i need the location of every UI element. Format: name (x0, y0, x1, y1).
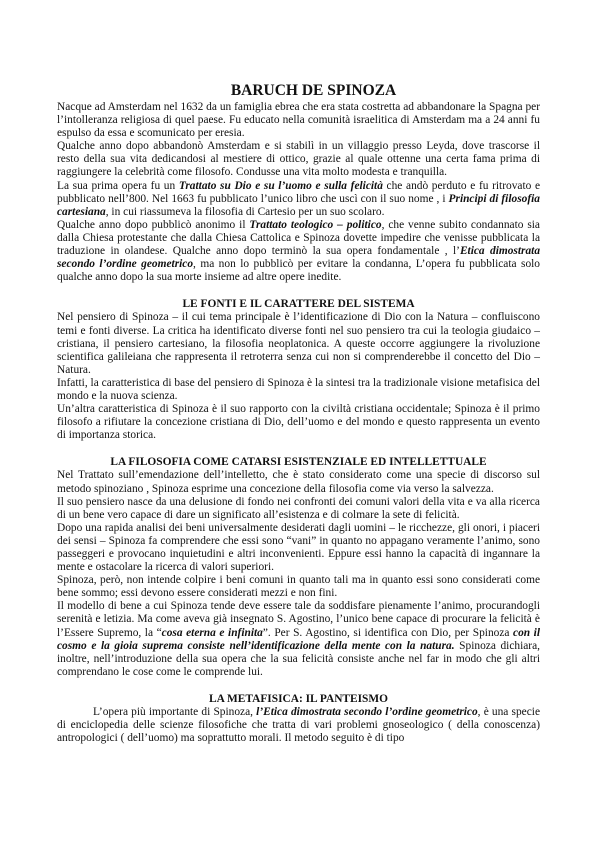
paragraph-delusion: Il suo pensiero nasce da una delusione di fondo nei confronti dei comuni valori della vita e va alla ricerca di un bene vero capace di dare un significato all’esistenza e di colmare la sete di felicità. (57, 495, 540, 521)
paragraph-ethics: L’opera più importante di Spinoza, l’Etica dimostrata secondo l’ordine geometrico, è una specie di enciclopedia delle scienze filosofiche che tratta di vari problemi gnoseologico ( della conoscenza) antropologici ( dell’uomo) ma soprattutto morali. Il metodo seguito è di tipo (57, 706, 540, 745)
paragraph-goods: Dopo una rapida analisi dei beni universalmente desiderati dagli uomini – le ricchezze, gli onori, i piaceri dei sensi – Spinoza fa comprendere che essi sono “vani” in quanto no appagano veramente l’animo, sono passeggeri e provocano inquietudini e altri inconvenienti. Eppure essi hanno la capacità di ingannare la mente e ostacolare la ricerca di valori superiori. (57, 521, 540, 574)
paragraph-later-works: Qualche anno dopo pubblicò anonimo il Trattato teologico – politico, che venne subito condannato sia dalla Chiesa protestante che dalla Chiesa Cattolica e Spinoza dovette impedire che venisse pubblicata la traduzione in olandese. Qualche anno dopo terminò la sua opera fondamentale , l’Etica dimostrata secondo l’ordine geometrico, ma non lo pubblicò per evitare la condanna, L’opera fu pubblicata solo qualche anno dopo la sua morte insieme ad altre opere inedite. (57, 218, 541, 284)
work-title: Etica dimostrata secondo l’ordine geometrico (57, 245, 541, 271)
paragraph-christian: Un’altra caratteristica di Spinoza è il suo rapporto con la civiltà cristiana occidentale; Spinoza è il primo filosofo a rifiutare la concezione cristiana di Dio, dell’uomo e del mondo e questo rappresenta un evento di importanza storica. (57, 403, 540, 442)
section-heading-sources: LE FONTI E IL CARATTERE DEL SISTEMA (182, 298, 415, 311)
work-title: Trattato teologico – politico (249, 218, 382, 231)
section-heading-pantheism: LA METAFISICA: IL PANTEISMO (208, 692, 388, 705)
paragraph-first-works: La sua prima opera fu un Trattato su Dio e su l’uomo e sulla felicità che andò perduto e fu ritrovato e pubblicato nell’800. Nel 1663 fu pubblicato l’unico libro che uscì con il suo nome , i Principi di filosofia cartesiana, in cui riassumeva la filosofia di Cartesio per un suo scolaro. (57, 179, 541, 218)
document-page (57, 82, 540, 745)
paragraph-means: Spinoza, però, non intende colpire i beni comuni in quanto tali ma in quanto essi sono considerati come bene sommo; essi devono essere considerati mezzi e non fini. (57, 574, 540, 600)
paragraph-treatise: Nel Trattato sull’emendazione dell’intelletto, che è stato considerato come una specie di discorso sul metodo spinoziano , Spinoza esprime una concezione della filosofia come via verso la salvezza. (57, 469, 540, 495)
work-title: Principi di filosofia cartesiana (57, 192, 540, 218)
paragraph-synthesis: Infatti, la caratteristica di base del pensiero di Spinoza è la sintesi tra la tradizionale visione metafisica del mondo e la nuova scienza. (57, 376, 540, 402)
section-heading-catharsis: LA FILOSOFIA COME CATARSI ESISTENZIALE ED INTELLETTUALE (110, 456, 487, 469)
work-title: Trattato su Dio e su l’uomo e sulla felicità (178, 179, 383, 192)
document-title: BARUCH DE SPINOZA (230, 82, 397, 99)
work-title: l’Etica dimostrata secondo l’ordine geometrico (256, 706, 478, 719)
paragraph-leyda: Qualche anno dopo abbandonò Amsterdam e si stabilì in un villaggio presso Leyda, dove trascorse il resto della sua vita dedicandosi al mestiere di ottico, grazie al quale ottenne una certa fama prima di raggiungere la celebrità come filosofo. Condusse una vita molto modesta e tranquilla. (57, 140, 540, 179)
paragraph-birth: Nacque ad Amsterdam nel 1632 da un famiglia ebrea che era stata costretta ad abbandonare la Spagna per l’intolleranza religiosa di quel paese. Fu educato nella comunità israelitica di Amsterdam ma a 24 anni fu espulso da essa e scomunicato per eresia. (57, 101, 540, 140)
paragraph-model-good: Il modello di bene a cui Spinoza tende deve essere tale da soddisfare pienamente l’animo, procurandogli serenità e letizia. Ma come aveva già insegnato S. Agostino, l’unico bene capace di procurare la felicità è l’Essere Supremo, la “cosa eterna e infinita”. Per S. Agostino, si identifica con Dio, per Spinoza con il cosmo e la gioia suprema consiste nell’identificazione della mente con la natura. Spinoza dichiara, inoltre, nell’introduzione della sua opera che la sua felicità consiste anche nel far in modo che gli altri comprendano le cose come le comprende lui. (57, 600, 541, 678)
paragraph-sources: Nel pensiero di Spinoza – il cui tema principale è l’identificazione di Dio con la Natura – confluiscono temi e fonti diverse. La critica ha identificato diverse fonti nel suo pensiero tra cui la teologia giudaico – cristiana, il pensiero cartesiano, la filosofia neoplatonica. A queste occorre aggiungere la rivoluzione scientifica galileiana che rappresenta il retroterra senza cui non si comprenderebbe il concetto del Dio – Natura. (57, 311, 540, 376)
